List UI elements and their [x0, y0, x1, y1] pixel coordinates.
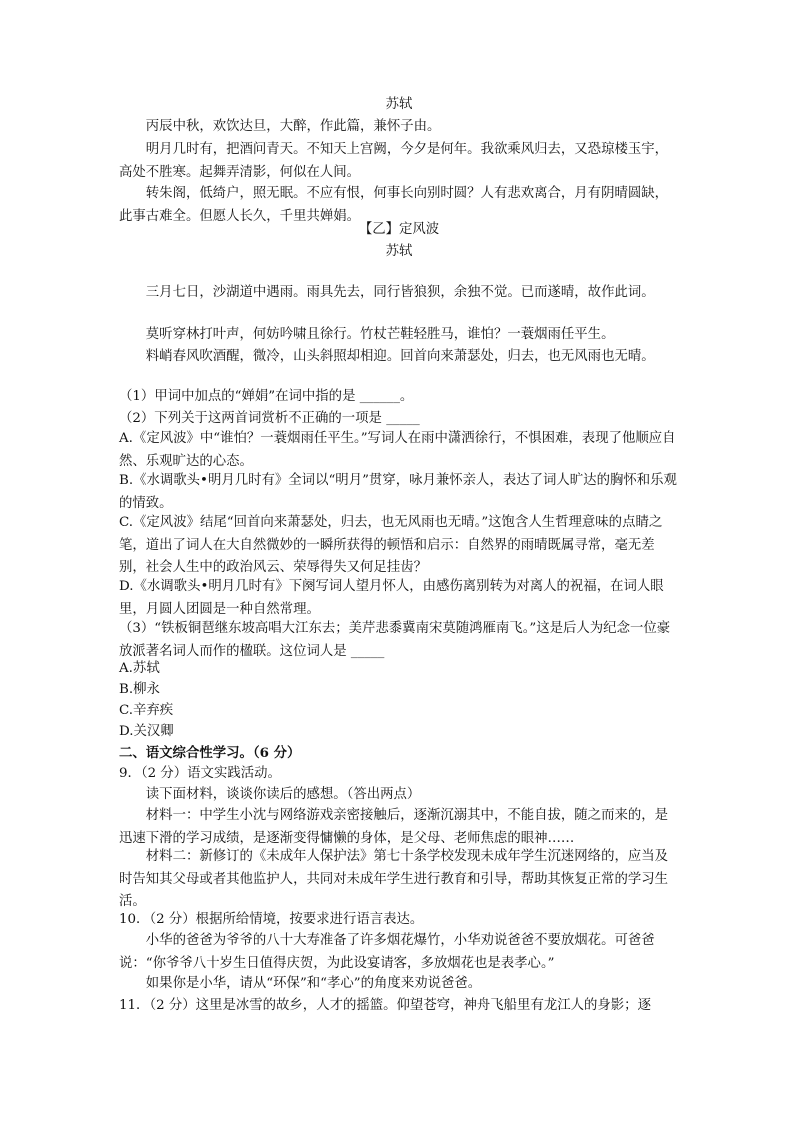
question-10-title: 10．（2 分）根据所给情境，按要求进行语言表达。: [119, 912, 424, 927]
question-2-option-d: D.《水调歌头•明月几时有》下阕写词人望月怀人，由感伤离别转为对离人的祝福，在词人眼里，月圆人团圆是一种自然常理。: [119, 579, 664, 617]
question-3: （3）“铁板铜琶继东坡高唱大江东去；美芹悲黍冀南宋莫随鸿雁南飞。”这是后人为纪念一位豪放派著名词人而作的楹联。这位词人是 _____: [119, 621, 671, 659]
poem-b-stanza-1: 莫听穿林打叶声，何妨吟啸且徐行。竹杖芒鞋轻胜马，谁怕？一蓑烟雨任平生。: [145, 327, 615, 342]
section-2-heading: 二、语文综合性学习。（6 分）: [119, 745, 301, 761]
question-9-material-2: 材料二：新修订的《未成年人保护法》第七十条学校发现未成年学生沉迷网络的，应当及时告知其父母或者其他监护人，共同对未成年学生进行教育和引导，帮助其恢复正常的学习生活。: [119, 849, 669, 909]
question-3-option-c: C.辛弃疾: [119, 703, 174, 718]
question-1: （1）甲词中加点的“婵娟”在词中指的是 ______。: [119, 389, 414, 404]
poem-a-stanza-2: 转朱阁，低绮户，照无眠。不应有恨，何事长向别时圆？人有悲欢离合，月有阴晴圆缺，此事古难全。但愿人长久，千里共婵娟。: [119, 186, 669, 224]
question-2-option-a: A.《定风波》中“谁怕？一蓑烟雨任平生。”写词人在雨中潇洒徐行，不惧困难，表现了他顺应自然、乐观旷达的心态。: [119, 431, 676, 469]
poem-b-author: 苏轼: [385, 244, 413, 259]
question-9-prompt: 读下面材料，谈谈你读后的感想。（答出两点）: [145, 787, 421, 802]
question-3-option-d: D.关汉卿: [119, 724, 174, 739]
question-10-task: 如果你是小华，请从“环保”和“孝心”的角度来劝说爸爸。: [145, 976, 482, 991]
poem-a-stanza-1: 明月几时有，把酒问青天。不知天上宫阙，今夕是何年。我欲乘风归去，又恐琼楼玉宇，高处不胜寒。起舞弄清影，何似在人间。: [119, 142, 669, 180]
poem-b-preface: 三月七日，沙湖道中遇雨。雨具先去，同行皆狼狈，余独不觉。已而遂晴，故作此词。: [145, 285, 655, 300]
question-9-material-1: 材料一：中学生小沈与网络游戏亲密接触后，逐渐沉溺其中，不能自拔，随之而来的，是迅速下滑的学习成绩，是逐渐变得慵懒的身体，是父母、老师焦虑的眼神……: [119, 808, 669, 846]
poem-a-preface: 丙辰中秋，欢饮达旦，大醉，作此篇，兼怀子由。: [145, 119, 441, 134]
question-9-title: 9．（2 分）语文实践活动。: [119, 766, 281, 781]
question-3-option-a: A.苏轼: [119, 661, 160, 676]
question-11: 11．（2 分）这里是冰雪的故乡，人才的摇篮。仰望苍穹，神舟飞船里有龙江人的身影；逐: [119, 998, 651, 1013]
poem-b-title: 【乙】定风波: [358, 222, 440, 237]
poem-b-stanza-2: 料峭春风吹酒醒，微冷，山头斜照却相迎。回首向来萧瑟处，归去，也无风雨也无晴。: [145, 349, 655, 364]
question-10-context: 小华的爸爸为爷爷的八十大寿准备了许多烟花爆竹，小华劝说爸爸不要放烟花。可爸爸说：“你爷爷八十岁生日值得庆贺，为此设宴请客，多放烟花也是表孝心。”: [119, 933, 655, 971]
question-2-option-c: C.《定风波》结尾“回首向来萧瑟处，归去，也无风雨也无晴。”这饱含人生哲理意味的点睛之笔，道出了词人在大自然微妙的一瞬所获得的顿悟和启示：自然界的雨晴既属寻常，毫无差别，社会人生中的政治风云、荣辱得失又何足挂齿？: [119, 515, 663, 575]
question-2-option-b: B.《水调歌头•明月几时有》全词以“明月”贯穿，咏月兼怀亲人，表达了词人旷达的胸怀和乐观的情致。: [119, 473, 677, 511]
poem-a-author: 苏轼: [385, 97, 413, 112]
question-2: （2）下列关于这两首词赏析不正确的一项是 _____: [119, 411, 420, 426]
question-3-option-b: B.柳永: [119, 682, 160, 697]
